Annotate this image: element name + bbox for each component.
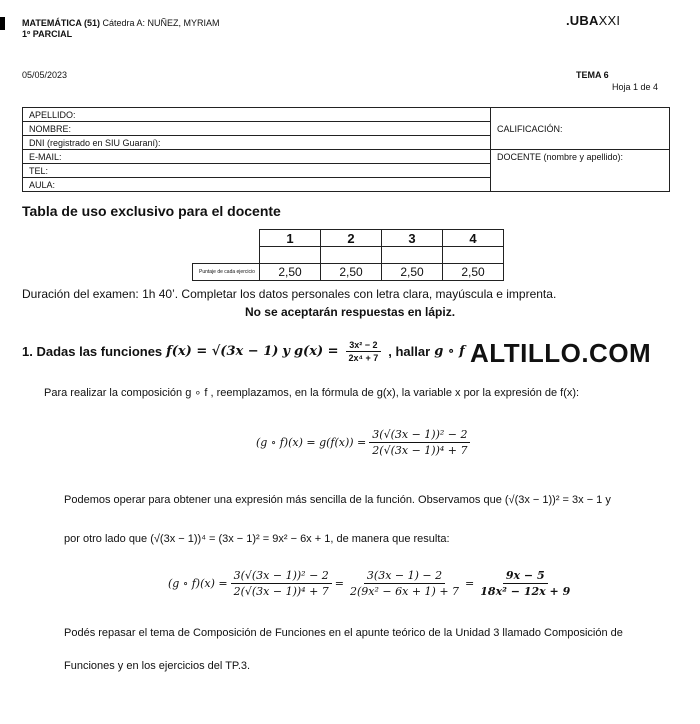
ask-expression: g ∘ f [434,344,465,359]
score-cell-1: 2,50 [260,264,321,281]
solution-paragraph-1: Para realizar la composición g ∘ f , reemplazamos, en la fórmula de g(x), la variable x por la expresión de f(x): [44,387,580,399]
no-pencil-warning: No se aceptarán respuestas en lápiz. [244,305,456,319]
grade-cell-2[interactable] [321,247,382,264]
eq1-lhs: (g ∘ f)(x) = g(f(x)) = [256,436,367,449]
grade-cell-3[interactable] [382,247,443,264]
solution-paragraph-4: Podés repasar el tema de Composición de Funciones en el apunte teórico de la Unidad 3 llamado Composición de [64,627,623,639]
tema-label: TEMA 6 [576,70,609,80]
docente-table-title: Tabla de uso exclusivo para el docente [22,203,281,219]
field-dni[interactable]: DNI (registrado en SIU Guaraní): [23,136,491,150]
eq2-lhs: (g ∘ f)(x) = [168,577,228,590]
question-ask: , hallar [388,344,431,359]
col-header-2: 2 [321,230,382,247]
field-email[interactable]: E-MAIL: [23,150,491,164]
grade-cell-4[interactable] [443,247,504,264]
altillo-watermark: ALTILLO.COM [470,338,652,368]
exam-name: 1º PARCIAL [22,29,73,39]
margin-marker [0,17,5,30]
score-row-label: Puntaje de cada ejercicio [193,264,260,281]
solution-paragraph-2: Podemos operar para obtener una expresión más sencilla de la función. Observamos que (√(3x − 1))² = 3x − 1 y [64,494,611,506]
equation-1 [256,428,473,457]
personal-data-form [22,107,670,192]
g-fraction: $\frac{\text{3x² − 2}}{\text{2x⁴ + 7}}$ [346,340,382,363]
col-header-1: 1 [260,230,321,247]
eq2-fraction-3: $\frac{9x - 5}{\text{18x² − 12x + 9}}$ [480,569,571,598]
question-1 [22,340,465,363]
course-header [22,18,220,40]
page-count: Hoja 1 de 4 [612,82,659,92]
field-apellido[interactable]: APELLIDO: [23,108,491,122]
question-prefix: 1. Dadas las funciones [22,344,163,359]
score-cell-2: 2,50 [321,264,382,281]
eq2-fraction-1: $\frac{\text{3(√(3x − 1))² − 2}}{\text{2(√(3x − 1))⁴ + 7}}$ [231,569,332,598]
f-definition: f(x) = √(3x − 1) [166,344,279,359]
catedra: Cátedra A: NUÑEZ, MYRIAM [102,18,220,28]
eq2-fraction-2: $\frac{3(3x - 1) - 2}{\text{2(9x² − 6x + 1) + 7}}$ [350,569,460,598]
g-lhs: g(x) = [293,344,339,359]
col-header-4: 4 [443,230,504,247]
grade-cell-1[interactable] [260,247,321,264]
subject-name: MATEMÁTICA (51) [22,18,100,28]
exam-date: 05/05/2023 [22,70,68,80]
duration-text: Duración del examen: 1h 40’. Completar los datos personales con letra clara, mayúscula e imprenta. [22,287,557,301]
score-table [192,229,504,281]
score-cell-4: 2,50 [443,264,504,281]
field-docente[interactable]: DOCENTE (nombre y apellido): [491,150,670,192]
field-calificacion[interactable]: CALIFICACIÓN: [491,108,670,150]
col-header-3: 3 [382,230,443,247]
and-word: y [282,344,290,359]
score-cell-3: 2,50 [382,264,443,281]
field-tel[interactable]: TEL: [23,164,491,178]
solution-paragraph-3: por otro lado que (√(3x − 1))⁴ = (3x − 1)² = 9x² − 6x + 1, de manera que resulta: [64,533,450,545]
field-aula[interactable]: AULA: [23,178,491,192]
solution-paragraph-5: Funciones y en los ejercicios del TP.3. [64,660,251,672]
equation-2: (g ∘ f)(x) = $\frac{\text{3(√(3x − 1))² − 2}}{\text{2(√(3x − 1))⁴ + 7}}$ = $\frac{3(3x - 1) - 2}{\text{2(9x² − 6x + 1) + 7}}$ = $\frac{9x - 5}{\text{18x² − 12x + 9}}$ [168,569,576,598]
uba-xxi-logo: .UBAXXI [566,13,621,28]
field-nombre[interactable]: NOMBRE: [23,122,491,136]
eq1-fraction: $\frac{\text{3(√(3x − 1))² − 2}}{\text{2(√(3x − 1))⁴ + 7}}$ [369,428,470,457]
